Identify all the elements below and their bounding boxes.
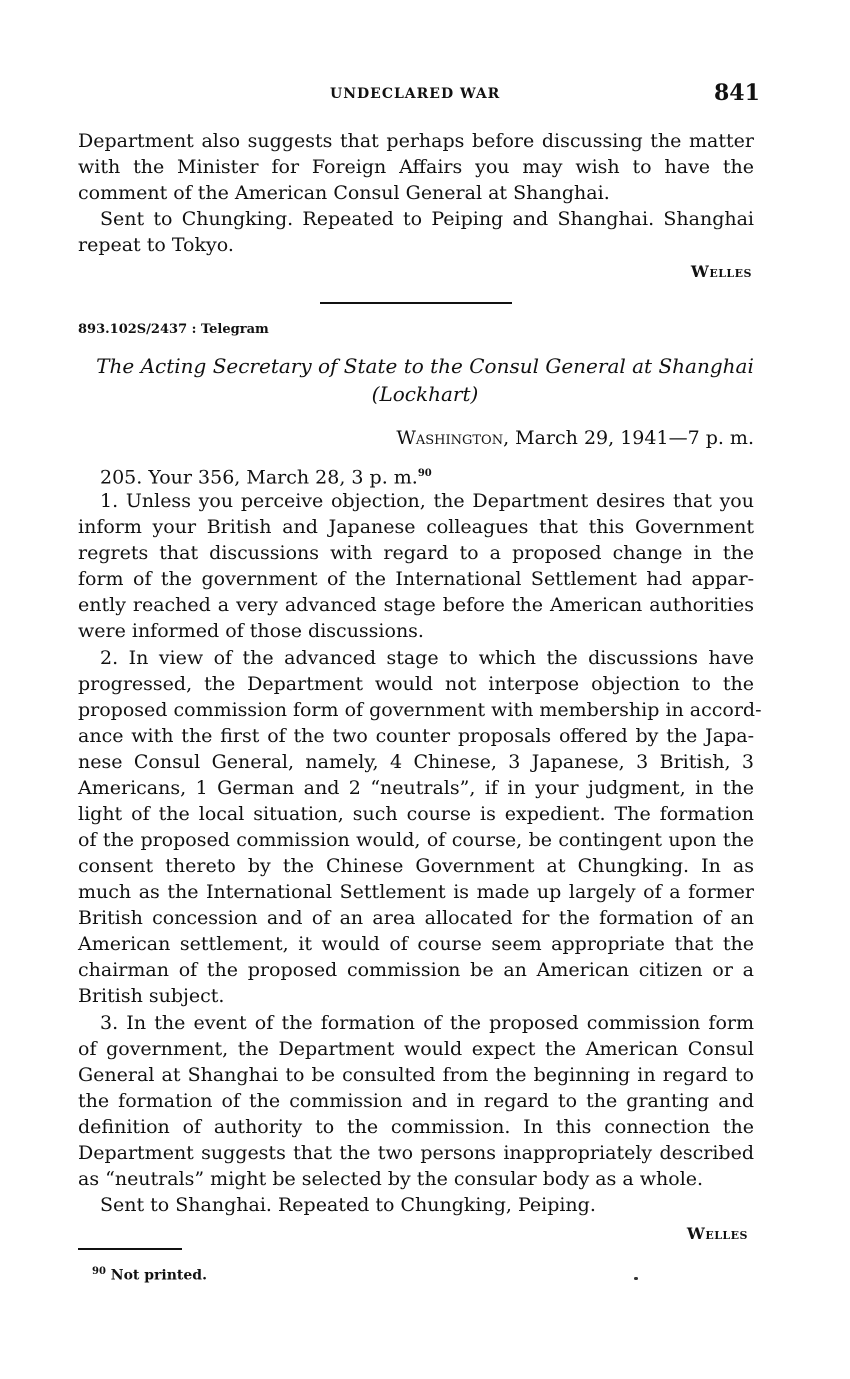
para3-line: of government, the Department would expect the American Consul xyxy=(78,1038,754,1060)
continuation-line: comment of the American Consul General at Shanghai. xyxy=(78,182,610,204)
para2-line: American settlement, it would of course seem appropriate that the xyxy=(78,933,754,955)
para2-line: proposed commission form of government with membership in accord- xyxy=(78,699,762,721)
para2-line: ance with the first of the two counter proposals offered by the Japa- xyxy=(78,725,754,747)
signature-welles-2: Welles xyxy=(686,1224,748,1243)
para2-line: Americans, 1 German and 2 “neutrals”, if in your judgment, in the xyxy=(78,777,754,799)
para2-line: progressed, the Department would not interpose objection to the xyxy=(78,673,754,695)
repeat-line: repeat to Tokyo. xyxy=(78,234,234,256)
print-speck xyxy=(634,1277,638,1280)
footnote-ref: 90 xyxy=(417,468,432,479)
document-title-recipient: (Lockhart) xyxy=(371,382,479,406)
continuation-line: with the Minister for Foreign Affairs you may wish to have the xyxy=(78,156,754,178)
para2-line: nese Consul General, namely, 4 Chinese, 3 Japanese, 3 British, 3 xyxy=(78,751,754,773)
continuation-line: Department also suggests that perhaps before discussing the matter xyxy=(78,130,754,152)
para2-line: 2. In view of the advanced stage to which the discussions have xyxy=(100,647,754,669)
para3-line: General at Shanghai to be consulted from the beginning in regard to xyxy=(78,1064,754,1086)
para3-line: the formation of the commission and in regard to the granting and xyxy=(78,1090,754,1112)
para3-line: as “neutrals” might be selected by the consular body as a whole. xyxy=(78,1168,704,1190)
closing-line: Sent to Shanghai. Repeated to Chungking, Peiping. xyxy=(100,1194,596,1216)
para2-line: chairman of the proposed commission be an American citizen or a xyxy=(78,959,754,981)
dateline-place: Washington xyxy=(396,427,504,449)
file-id: 893.102S/2437 : Telegram xyxy=(78,322,269,337)
para1-line: were informed of those discussions. xyxy=(78,620,424,642)
footnote xyxy=(92,1266,207,1284)
para2-line: light of the local situation, such course is expedient. The formation xyxy=(78,803,754,825)
signature-welles-1: Welles xyxy=(690,262,752,281)
repeat-line: Sent to Chungking. Repeated to Peiping and Shanghai. Shanghai xyxy=(100,208,754,230)
para1-line: 1. Unless you perceive objection, the Department desires that you xyxy=(100,490,754,512)
footnote-rule xyxy=(78,1248,182,1250)
para1-line: form of the government of the International Settlement had appar- xyxy=(78,568,754,590)
para3-line: definition of authority to the commission. In this connection the xyxy=(78,1116,754,1138)
dateline-date: , March 29, 1941—7 p. m. xyxy=(503,427,754,449)
para2-line: consent thereto by the Chinese Government at Chungking. In as xyxy=(78,855,754,877)
para3-line: Department suggests that the two persons inappropriately described xyxy=(78,1142,754,1164)
para2-line: much as the International Settlement is made up largely of a former xyxy=(78,881,754,903)
para1-line: regrets that discussions with regard to a proposed change in the xyxy=(78,542,754,564)
para2-line: of the proposed commission would, of course, be contingent upon the xyxy=(78,829,754,851)
footnote-text: Not printed. xyxy=(105,1267,207,1284)
para1-line: inform your British and Japanese colleagues that this Government xyxy=(78,516,754,538)
para3-line: 3. In the event of the formation of the proposed commission form xyxy=(100,1012,754,1034)
page-number: 841 xyxy=(714,80,760,106)
document-title: The Acting Secretary of State to the Consul General at Shanghai xyxy=(96,354,754,378)
dateline xyxy=(396,427,754,449)
para1-line: ently reached a very advanced stage before the American authorities xyxy=(78,594,754,616)
running-title: UNDECLARED WAR xyxy=(330,86,501,102)
para2-line: British concession and of an area allocated for the formation of an xyxy=(78,907,754,929)
section-divider xyxy=(320,302,512,304)
opening-line xyxy=(100,461,754,490)
para2-line: British subject. xyxy=(78,985,225,1007)
footnote-mark: 90 xyxy=(92,1266,106,1277)
opening-text: 205. Your 356, March 28, 3 p. m. xyxy=(100,466,418,489)
